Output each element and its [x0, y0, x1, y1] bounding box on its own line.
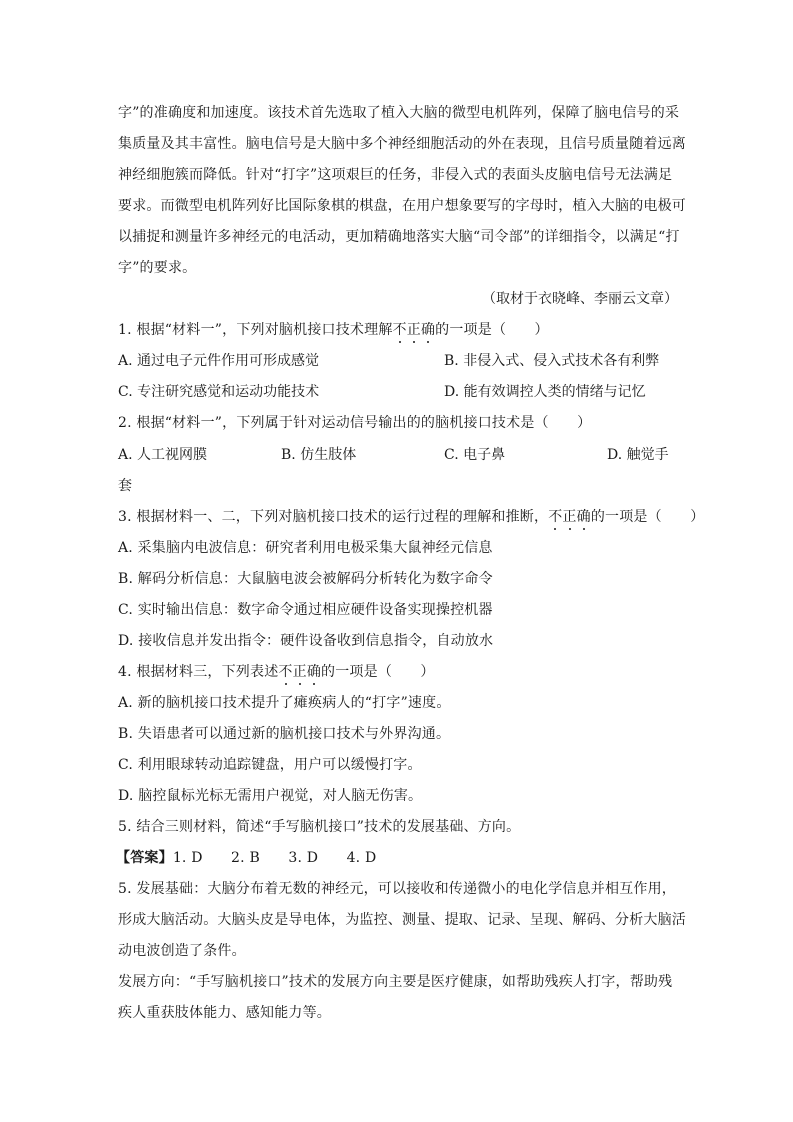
stem-text: 1. 根据“材料一”，下列对脑机接口技术理解	[118, 322, 393, 338]
question-3-option-d: D. 接收信息并发出指令：硬件设备收到信息指令，自动放水	[118, 633, 494, 649]
emphasis-char: 确	[306, 664, 322, 680]
question-2-option-d-wrap: 套	[118, 478, 132, 494]
question-4-stem	[118, 663, 435, 681]
emphasis-char: 正	[406, 322, 421, 338]
emphasis-char: 正	[292, 664, 307, 680]
stem-text: 的一项是（ ）	[590, 509, 705, 525]
answer-label: 【答案】	[116, 850, 173, 866]
passage-line: 字”的要求。	[118, 260, 197, 276]
emphasis-char: 正	[562, 509, 577, 525]
stem-text: 3. 根据材料一、二，下列对脑机接口技术的运行过程的理解和推断，	[118, 509, 549, 525]
explanation-line: 疾人重获肢体能力、感知能力等。	[118, 1005, 331, 1021]
stem-text: 的一项是（ ）	[435, 322, 549, 338]
question-1-stem	[118, 321, 549, 339]
question-1-option-d: D. 能有效调控人类的情绪与记忆	[444, 384, 646, 400]
question-2-option-a: A. 人工视网膜	[118, 447, 208, 463]
emphasis-char: 不	[278, 664, 293, 680]
passage-line: 神经细胞簇而降低。针对“打字”这项艰巨的任务，非侵入式的表面头皮脑电信号无法满足	[118, 167, 673, 183]
question-3-stem	[118, 508, 704, 526]
explanation-line: 5. 发展基础：大脑分布着无数的神经元，可以接收和传递微小的电化学信息并相互作用，	[118, 881, 677, 897]
question-5-stem: 5. 结合三则材料，简述“手写脑机接口”技术的发展基础、方向。	[118, 819, 521, 835]
question-4-option-d: D. 脑控鼠标光标无需用户视觉，对人脑无伤害。	[118, 788, 423, 804]
question-2-stem: 2. 根据“材料一”，下列属于针对运动信号输出的的脑机接口技术是（ ）	[118, 415, 592, 431]
question-2-option-d: D. 触觉手	[607, 447, 669, 463]
passage-line: 以捕捉和测量许多神经元的电活动，更加精确地落实大脑“司令部”的详细指令，以满足“打	[118, 229, 680, 245]
question-1-option-a: A. 通过电子元件作用可形成感觉	[118, 353, 320, 369]
question-3-option-a: A. 采集脑内电波信息：研究者利用电极采集大鼠神经元信息	[118, 540, 493, 556]
question-2-option-b: B. 仿生肢体	[281, 447, 357, 463]
question-3-option-b: B. 解码分析信息：大鼠脑电波会被解码分析转化为数字命令	[118, 571, 493, 587]
passage-line: 要求。而微型电机阵列好比国际象棋的棋盘，在用户想象要写的字母时，植入大脑的电极可	[118, 198, 686, 214]
explanation-line: 形成大脑活动。大脑头皮是导电体，为监控、测量、提取、记录、呈现、解码、分析大脑活	[118, 912, 686, 928]
passage-line: 集质量及其丰富性。脑电信号是大脑中多个神经细胞活动的外在表现，且信号质量随着远离	[118, 136, 686, 152]
explanation-line: 发展方向：“手写脑机接口”技术的发展方向主要是医疗健康，如帮助残疾人打字，帮助残	[118, 974, 673, 990]
emphasis-char: 确	[420, 322, 436, 338]
question-3-option-c: C. 实时输出信息：数字命令通过相应硬件设备实现操控机器	[118, 602, 493, 618]
question-1-option-b: B. 非侵入式、侵入式技术各有利弊	[444, 353, 660, 369]
answer-line	[116, 849, 376, 867]
question-4-option-a: A. 新的脑机接口技术提升了瘫痪病人的“打字”速度。	[118, 695, 451, 711]
stem-text: 的一项是（ ）	[321, 664, 435, 680]
answer-items: 1. D 2. B 3. D 4. D	[172, 850, 377, 866]
passage-line: 字”的准确度和加速度。该技术首先选取了植入大脑的微型电机阵列，保障了脑电信号的采	[118, 105, 680, 121]
question-1-option-c: C. 专注研究感觉和运动功能技术	[118, 384, 320, 400]
source-citation: （取材于衣晓峰、李丽云文章）	[482, 291, 678, 307]
question-2-option-c: C. 电子鼻	[444, 447, 506, 463]
explanation-line: 动电波创造了条件。	[118, 943, 246, 959]
emphasis-char: 不	[548, 509, 563, 525]
emphasis-char: 不	[392, 322, 407, 338]
question-4-option-c: C. 利用眼球转动追踪键盘，用户可以缓慢打字。	[118, 757, 422, 773]
question-4-option-b: B. 失语患者可以通过新的脑机接口技术与外界沟通。	[118, 726, 451, 742]
stem-text: 4. 根据材料三，下列表述	[118, 664, 279, 680]
emphasis-char: 确	[576, 509, 591, 525]
